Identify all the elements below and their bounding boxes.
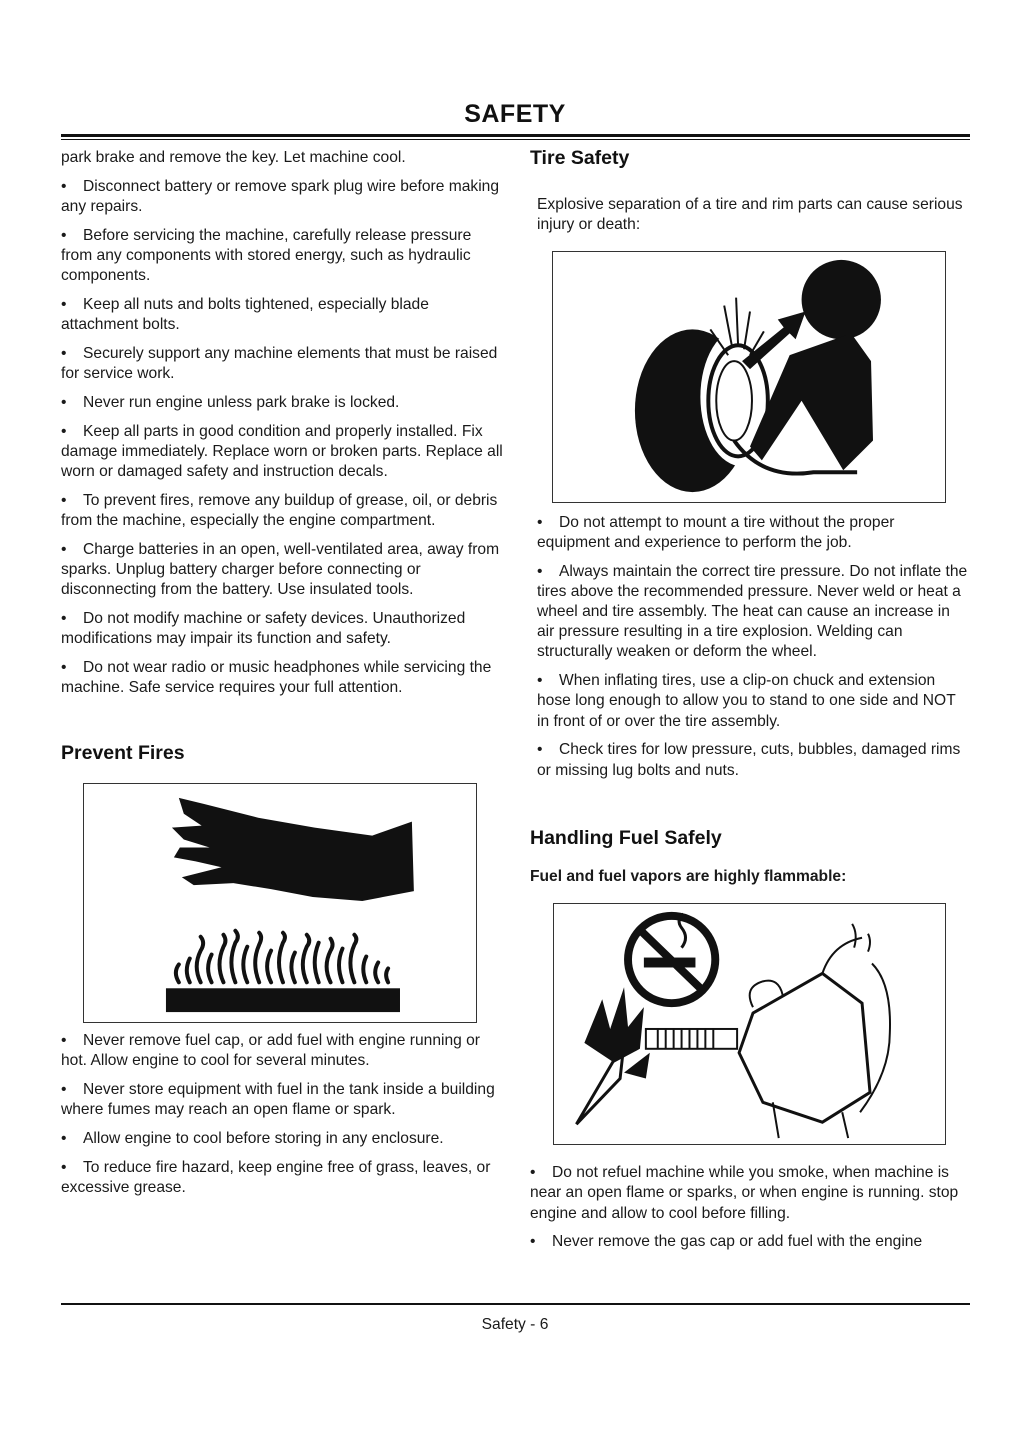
list-item: • Do not modify machine or safety devices. Unauthorized modifications may impair its function and safety. (61, 609, 503, 649)
list-item: • Never remove the gas cap or add fuel with the engine (530, 1232, 970, 1252)
list-item: • To reduce fire hazard, keep engine free of grass, leaves, or excessive grease. (61, 1158, 503, 1198)
list-item: • Allow engine to cool before storing in any enclosure. (61, 1129, 503, 1149)
list-item: • Disconnect battery or remove spark plug wire before making any repairs. (61, 177, 503, 217)
fuel-subheading: Fuel and fuel vapors are highly flammable: (530, 868, 847, 886)
list-item: • To prevent fires, remove any buildup of grease, oil, or debris from the machine, especially the engine compartment. (61, 491, 503, 531)
list-item: • Never store equipment with fuel in the tank inside a building where fumes may reach an open flame or spark. (61, 1080, 503, 1120)
section-heading-tire-safety: Tire Safety (530, 147, 630, 169)
list-item: • Check tires for low pressure, cuts, bubbles, damaged rims or missing lug bolts and nuts. (537, 740, 970, 780)
list-item: • When inflating tires, use a clip-on chuck and extension hose long enough to allow you to stand to one side and NOT in front of or over the tire assembly. (537, 671, 970, 732)
list-item: • Do not refuel machine while you smoke, when machine is near an open flame or sparks, or when engine is running. stop engine and allow to cool before filling. (530, 1163, 970, 1224)
list-item: • Before servicing the machine, carefully release pressure from any components with stored energy, such as hydraulic components. (61, 226, 503, 287)
left-column (61, 148, 503, 1207)
hand-over-flame-icon (83, 783, 477, 1023)
right-column (530, 148, 970, 1261)
tire-intro: Explosive separation of a tire and rim parts can cause serious injury or death: (537, 196, 963, 234)
list-item: • Securely support any machine elements that must be raised for service work. (61, 344, 503, 384)
no-smoking-refuel-icon (553, 903, 946, 1145)
list-item: • Keep all nuts and bolts tightened, especially blade attachment bolts. (61, 295, 503, 335)
list-item: • Charge batteries in an open, well-ventilated area, away from sparks. Unplug battery charger before connecting or disconnecting from the battery. Use insulated tools. (61, 540, 503, 601)
footer-rule (61, 1303, 970, 1305)
tire-explosion-icon (552, 251, 946, 503)
list-item: • Do not attempt to mount a tire without the proper equipment and experience to perform the job. (537, 513, 970, 553)
header-rule-thin (61, 139, 970, 140)
page-title: SAFETY (464, 100, 566, 128)
lead-paragraph: park brake and remove the key. Let machine cool. (61, 149, 406, 166)
list-item: • Never run engine unless park brake is locked. (61, 393, 503, 413)
page-number: Safety - 6 (481, 1316, 549, 1333)
section-heading-handling-fuel: Handling Fuel Safely (530, 826, 722, 849)
list-item: • Do not wear radio or music headphones while servicing the machine. Safe service requires your full attention. (61, 658, 503, 698)
section-heading-prevent-fires: Prevent Fires (61, 741, 185, 764)
header-rule (61, 134, 970, 137)
list-item: • Keep all parts in good condition and properly installed. Fix damage immediately. Replace worn or broken parts. Replace all worn or damaged safety and instruction decals. (61, 422, 503, 483)
list-item: • Always maintain the correct tire pressure. Do not inflate the tires above the recommended pressure. Never weld or heat a wheel and tire assembly. The heat can cause an increase in air pressure resulting in a tire explosion. Welding can structurally weaken or deform the wheel. (537, 562, 970, 663)
list-item: • Never remove fuel cap, or add fuel with engine running or hot. Allow engine to cool for several minutes. (61, 1031, 503, 1071)
